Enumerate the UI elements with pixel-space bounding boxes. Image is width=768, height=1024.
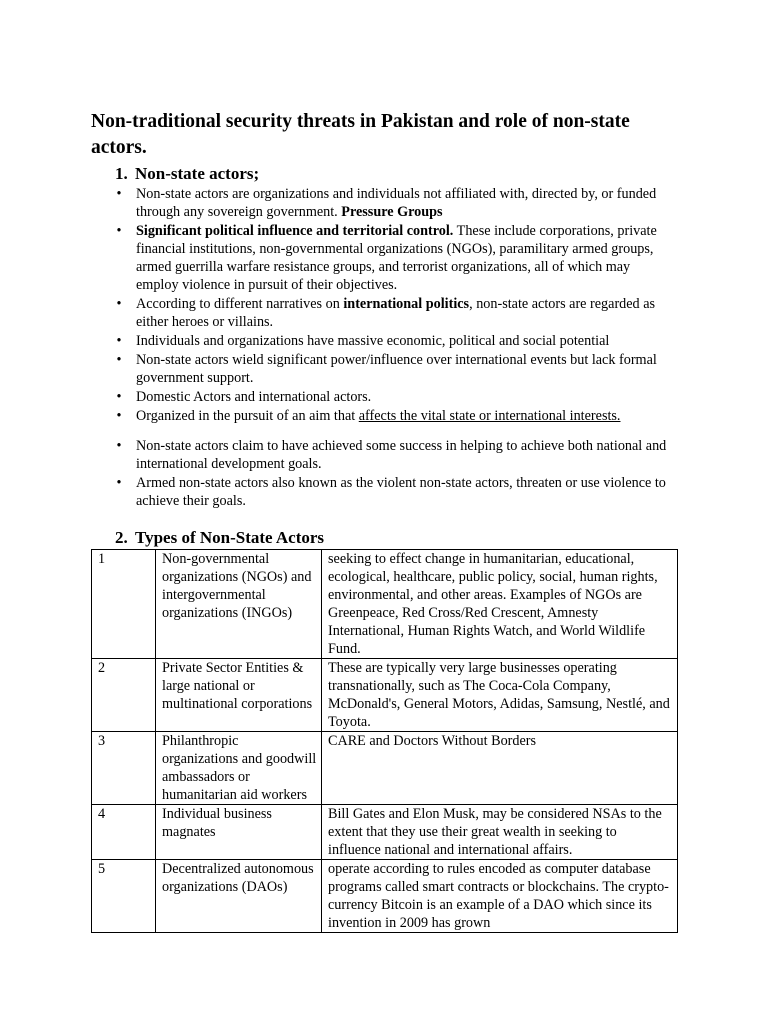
bullet-text: Organized in the pursuit of an aim that <box>136 408 359 424</box>
list-item <box>113 407 673 425</box>
description-cell: operate according to rules encoded as computer database programs called smart contracts or blockchains. The crypto-currency Bitcoin is an example of a DAO which since its invention in 2009 has grown <box>322 860 678 933</box>
table-row <box>92 659 678 732</box>
section-number: 2. <box>115 528 128 547</box>
description-cell: These are typically very large businesses operating transnationally, such as The Coca-Cola Company, McDonald's, General Motors, Adidas, Samsung, Nestlé, and Toyota. <box>322 659 678 732</box>
bullet-underlined-text: affects the vital state or international interests. <box>358 408 621 424</box>
bullet-icon: • <box>116 296 122 312</box>
bullet-text: Individuals and organizations have massive economic, political and social potential <box>136 333 610 349</box>
document-title: Non-traditional security threats in Pakistan and role of non-state actors. <box>91 111 630 158</box>
bullet-text: These include corporations, private financial institutions, non-governmental organizations (NGOs), paramilitary armed groups, armed guerrilla warfare resistance groups, and terrorist organizations, all of which may employ violence in pursuit of their objectives. <box>136 223 657 293</box>
table-row <box>92 550 678 659</box>
bullet-text: Non-state actors wield significant power/influence over international events but lack formal government support. <box>136 352 657 386</box>
row-number-cell: 4 <box>92 805 156 860</box>
list-item <box>113 295 673 331</box>
bullet-icon: • <box>116 333 122 349</box>
row-number-cell: 3 <box>92 732 156 805</box>
table-row <box>92 732 678 805</box>
bullet-text: Domestic Actors and international actors. <box>136 389 372 405</box>
bullet-text: , non-state actors are regarded as either heroes or villains. <box>136 296 656 330</box>
list-item <box>113 185 673 221</box>
bullet-icon: • <box>116 408 122 424</box>
bullet-bold-text: Pressure Groups <box>341 204 443 220</box>
section-heading-non-state-actors <box>115 163 259 185</box>
bullet-icon: • <box>116 389 122 405</box>
list-item <box>113 332 673 350</box>
non-state-actors-bullet-list <box>113 185 673 426</box>
description-cell: seeking to effect change in humanitarian, educational, ecological, healthcare, public policy, social, human rights, environmental, and other areas. Examples of NGOs are Greenpeace, Red Cross/Red Crescent, Amnesty International, Human Rights Watch, and World Wildlife Fund. <box>322 550 678 659</box>
types-of-nsa-table <box>91 549 678 933</box>
list-item <box>113 351 673 387</box>
bullet-text: Non-state actors claim to have achieved some success in helping to achieve both national and international development goals. <box>136 438 667 472</box>
section-heading-text: Non-state actors; <box>135 164 260 183</box>
description-cell: Bill Gates and Elon Musk, may be considered NSAs to the extent that they use their great wealth in seeking to influence national and international affairs. <box>322 805 678 860</box>
bullet-icon: • <box>116 352 122 368</box>
section-heading-text: Types of Non-State Actors <box>135 528 325 547</box>
section-number: 1. <box>115 164 128 183</box>
description-cell: CARE and Doctors Without Borders <box>322 732 678 805</box>
bullet-text: Armed non-state actors also known as the violent non-state actors, threaten or use violence to achieve their goals. <box>136 475 666 509</box>
list-item <box>113 388 673 406</box>
bullet-bold-text: international politics <box>343 296 470 312</box>
row-number-cell: 1 <box>92 550 156 659</box>
list-item <box>113 437 673 473</box>
bullet-icon: • <box>116 475 122 491</box>
row-number-cell: 2 <box>92 659 156 732</box>
table-row <box>92 805 678 860</box>
non-state-actors-bullet-list-continued <box>113 437 673 511</box>
bullet-bold-text: Significant political influence and territorial control. <box>136 223 454 239</box>
list-item <box>113 474 673 510</box>
bullet-icon: • <box>116 223 122 239</box>
bullet-icon: • <box>116 186 122 202</box>
type-cell: Individual business magnates <box>156 805 322 860</box>
type-cell: Decentralized autonomous organizations (DAOs) <box>156 860 322 933</box>
row-number-cell: 5 <box>92 860 156 933</box>
section-heading-types-of-nsa <box>115 527 324 549</box>
type-cell: Private Sector Entities & large national or multinational corporations <box>156 659 322 732</box>
bullet-text: According to different narratives on <box>136 296 344 312</box>
type-cell: Philanthropic organizations and goodwill ambassadors or humanitarian aid workers <box>156 732 322 805</box>
list-item <box>113 222 673 294</box>
bullet-text: Non-state actors are organizations and individuals not affiliated with, directed by, or funded through any sovereign government. <box>136 186 657 220</box>
type-cell: Non-governmental organizations (NGOs) and intergovernmental organizations (INGOs) <box>156 550 322 659</box>
table-row <box>92 860 678 933</box>
bullet-icon: • <box>116 438 122 454</box>
